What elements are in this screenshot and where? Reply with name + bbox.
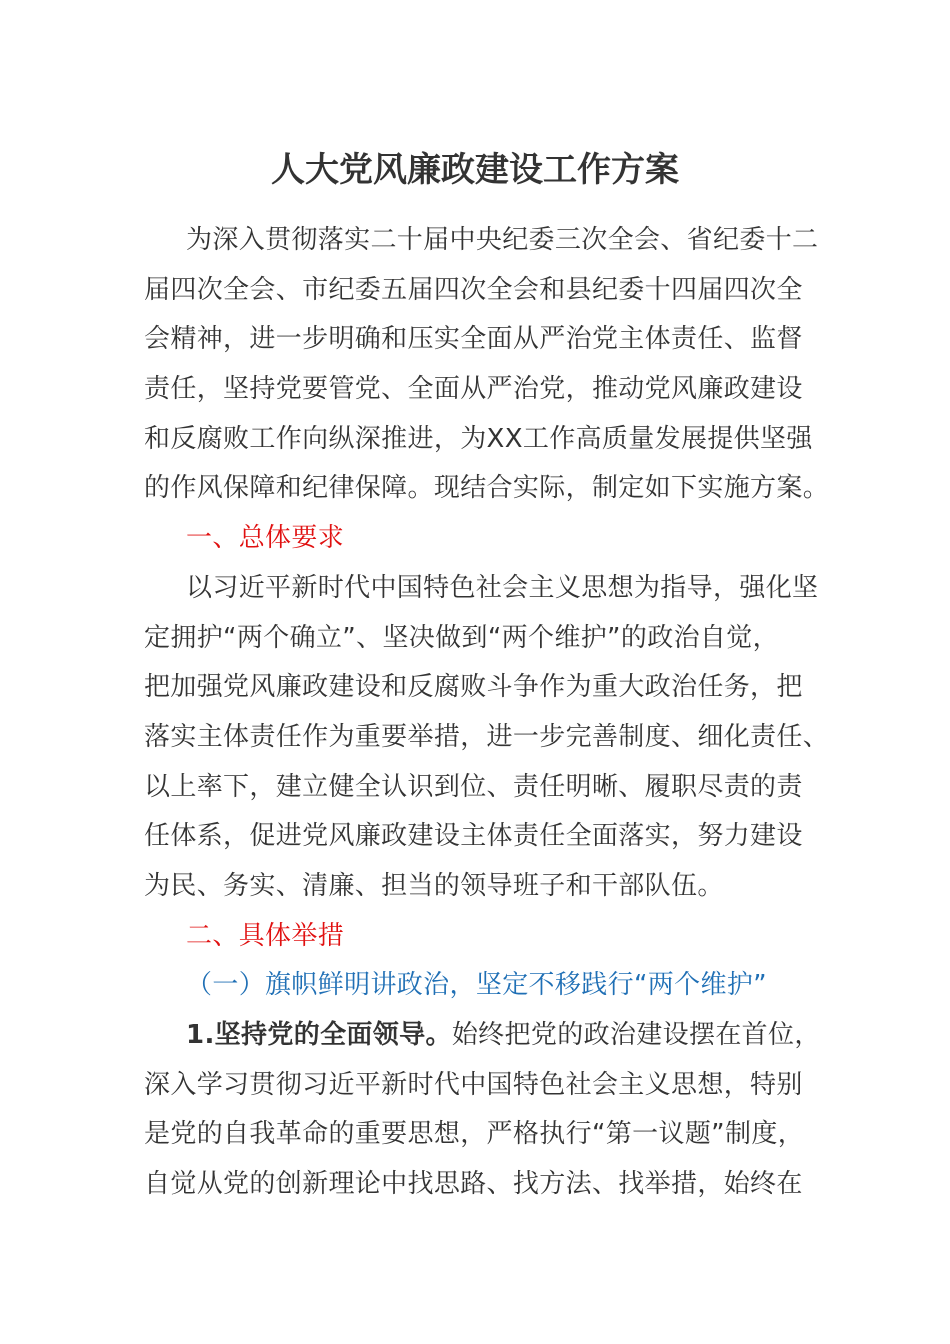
- section1-line: 把加强党风廉政建设和反腐败斗争作为重大政治任务，把: [144, 672, 803, 703]
- section1-line: 任体系，促进党风廉政建设主体责任全面落实，努力建设: [144, 821, 803, 852]
- intro-paragraph: [144, 216, 830, 1210]
- section1-line: 落实主体责任作为重要举措，进一步完善制度、细化责任、: [144, 721, 830, 752]
- section1-line: 以上率下，建立健全认识到位、责任明晰、履职尽责的责: [144, 771, 803, 802]
- intro-line: 和反腐败工作向纵深推进，为XX工作高质量发展提供坚强: [144, 423, 813, 454]
- item1-line: 自觉从党的创新理论中找思路、找方法、找举措，始终在: [144, 1169, 803, 1200]
- intro-line: 为深入贯彻落实二十届中央纪委三次全会、省纪委十二: [186, 225, 819, 255]
- item1-line: 深入学习贯彻习近平新时代中国特色社会主义思想，特别: [144, 1069, 803, 1100]
- section1-line: 定拥护“两个确立”、坚决做到“两个维护”的政治自觉，: [144, 622, 779, 653]
- section1-line: 为民、务实、清廉、担当的领导班子和干部队伍。: [144, 870, 724, 901]
- intro-line: 责任，坚持党要管党、全面从严治党，推动党风廉政建设: [144, 374, 803, 405]
- intro-line: 的作风保障和纪律保障。现结合实际，制定如下实施方案。: [144, 473, 830, 504]
- item1-first-line: [144, 1011, 821, 1061]
- subsection-heading-1: （一）旗帜鲜明讲政治，坚定不移践行“两个维护”: [186, 970, 767, 1001]
- item1-first-rest: 始终把党的政治建设摆在首位，: [451, 1020, 821, 1050]
- intro-line: 届四次全会、市纪委五届四次全会和县纪委十四届四次全: [144, 274, 803, 305]
- intro-line: 会精神，进一步明确和压实全面从严治党主体责任、监督: [144, 324, 803, 355]
- document-title: 人大党风廉政建设工作方案: [271, 150, 679, 190]
- item1-bold-lead: 1.坚持党的全面领导。: [186, 1020, 452, 1050]
- section-heading-general-requirements: 一、总体要求: [186, 523, 345, 554]
- section-heading-specific-measures: 二、具体举措: [186, 920, 345, 951]
- item1-line: 是党的自我革命的重要思想，严格执行“第一议题”制度，: [144, 1119, 805, 1150]
- section1-line: 以习近平新时代中国特色社会主义思想为指导，强化坚: [186, 572, 819, 603]
